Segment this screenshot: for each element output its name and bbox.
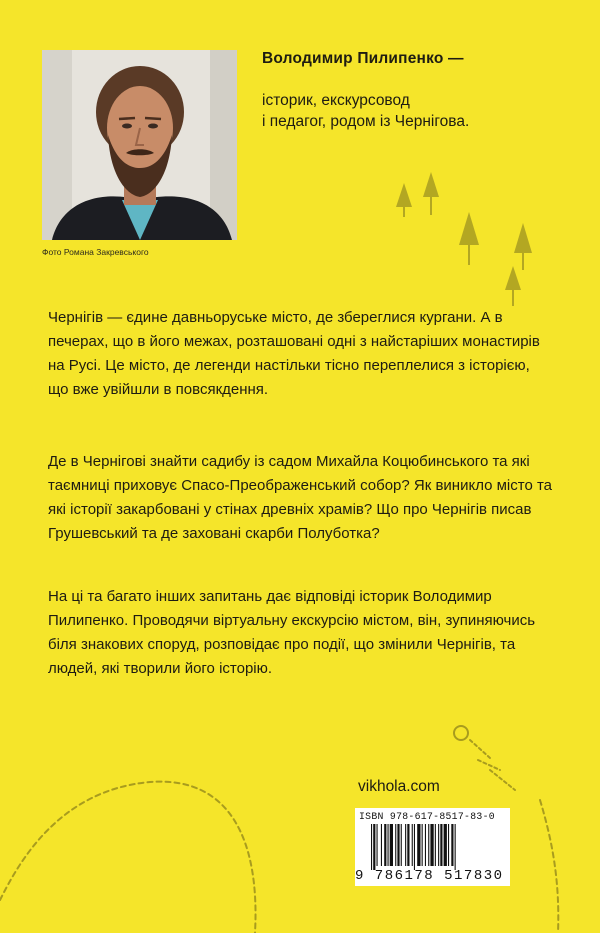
tree-icon (514, 223, 532, 270)
barcode-bar (397, 824, 399, 866)
barcode-bar (417, 824, 420, 866)
barcode-bar (438, 824, 439, 866)
description-paragraph: Чернігів — єдине давньоруське місто, де збереглися кургани. А в печерах, що в його межах, розташовані одні з найстаріших монастирів на Русі. Це місто, де легенди настільки тісно переплелися з історією, що вже увійшли в повсякдення. (48, 309, 540, 398)
dashed-curve-doodle (540, 800, 558, 933)
barcode-bars (369, 824, 501, 870)
description-paragraph: На ці та багато інших запитань дає відповіді історик Володимир Пилипенко. Проводячи віртуальну екскурсію містом, він, зупиняючись біля знакових споруд, розповідає про події, що змінили Чернігів, та людей, які творили його історію. (48, 588, 536, 677)
barcode-bar (412, 824, 413, 866)
barcode-bar (388, 824, 389, 866)
tree-icons (396, 172, 532, 306)
barcode-bar (390, 824, 393, 866)
barcode-bar (430, 824, 433, 866)
barcode-bar (451, 824, 453, 866)
tree-icon (396, 183, 412, 217)
barcode-bar (455, 824, 456, 870)
dashed-hill-doodle (0, 782, 256, 933)
author-name: Володимир Пилипенко — (262, 50, 464, 67)
barcode-bar (405, 824, 406, 866)
author-bio-line: історик, екскурсовод (262, 92, 410, 109)
barcode-bar (448, 824, 449, 866)
barcode-bar (381, 824, 382, 866)
barcode-bar (425, 824, 426, 866)
author-photo (42, 50, 237, 240)
tree-icon (505, 266, 521, 306)
barcode-bar (373, 824, 375, 870)
publisher-website: vikhola.com (358, 778, 440, 795)
author-bio (262, 90, 582, 132)
portrait-illustration (42, 50, 237, 240)
tree-icon (459, 212, 479, 265)
sun-doodle-icon (454, 726, 468, 740)
description-paragraph: Де в Чернігові знайти садибу із садом Михайла Коцюбинського та які таємниці приховує Спасо-Преображенський собор? Як виникло місто та які історії закарбовані у стінах древніх храмів? Що про Чернігів писав Грушевський та де заховані скарби Полуботка? (48, 453, 553, 542)
barcode-bar (440, 824, 442, 866)
barcode-bar (428, 824, 429, 866)
barcode-bar (444, 824, 447, 866)
barcode-bar (422, 824, 423, 866)
author-bio-line: і педагог, родом із Чернігова. (262, 113, 470, 130)
isbn-number: ISBN 978-617-8517-83-0 (359, 811, 495, 822)
barcode-bar (384, 824, 386, 866)
tree-icon (423, 172, 439, 215)
photo-credit: Фото Романа Закревського (42, 247, 149, 257)
barcode-bar (377, 824, 378, 866)
barcode-bar (435, 824, 436, 866)
ean-digits: 9 786178 517830 (355, 868, 504, 884)
barcode-bar (414, 824, 415, 870)
barcode-bar (407, 824, 409, 866)
barcode-bar (371, 824, 372, 870)
isbn-barcode (355, 808, 510, 886)
barcode-bar (395, 824, 396, 866)
barcode-bar (401, 824, 402, 866)
